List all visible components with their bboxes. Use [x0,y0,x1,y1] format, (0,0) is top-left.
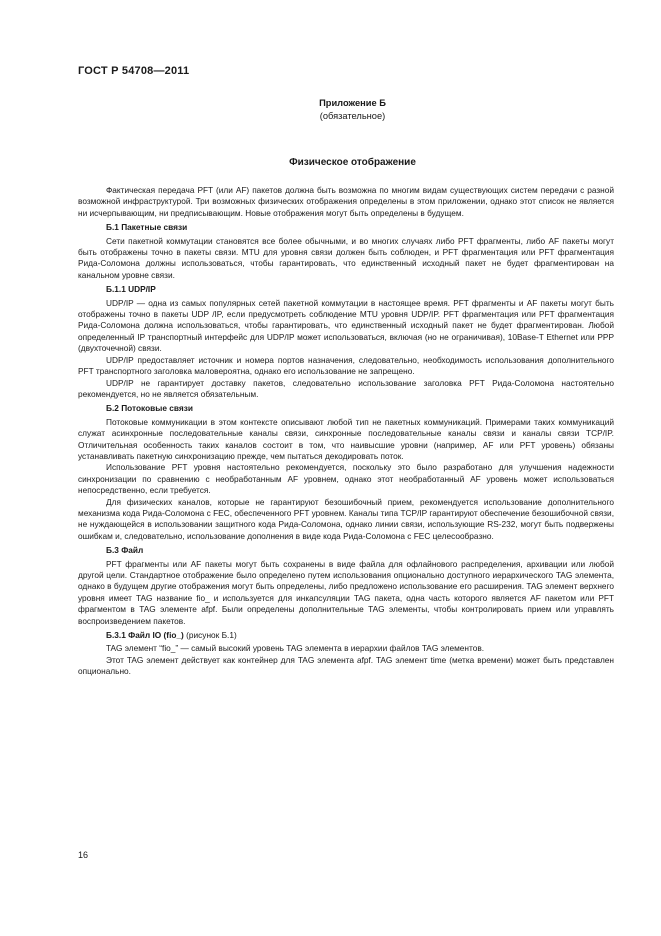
section-heading-b31 [78,630,614,641]
paragraph: Потоковые коммуникации в этом контексте описывают любой тип не пакетных коммуникаций. Примерами таких коммуникаций служат асинхронные последовательные каналы связи, синхронные последовательные каналы связи и каналы связи TCP/IP. Отличительная особенность таких каналов состоит в том, что наивысшие уровни (например, AF или PFT уровень) обязаны устанавливать пакетную синхронизацию прежде, чем пытаться декодировать поток. [78,416,614,461]
section-heading-b2: Б.2 Потоковые связи [106,403,193,414]
paragraph: PFT фрагменты или AF пакеты могут быть сохранены в виде файла для офлайнового распределения, архивации или любой другой цели. Стандартное отображение было определено путем использования опционально доступного иерархического TAG элемента, однако в будущем другие отображения могут быть определены, либо предложено использование его расширения. TAG элемент верхнего уровня имеет TAG название fio_ и используется для инкапсуляции TAG пакета, одна часть которого является AF пакетом или PFT фрагментом в TAG элементе afpf. Были определены дополнительные TAG элементы, чтобы контролировать прием или управлять воспроизведением пакетов. [78,558,614,626]
paragraph: Этот TAG элемент действует как контейнер для TAG элемента afpf. TAG элемент time (метка времени) может быть представлен опционально. [78,654,614,677]
section-heading-b11: Б.1.1 UDP/IP [106,284,156,295]
document-header: ГОСТ Р 54708—2011 [78,65,190,77]
paragraph: UDP/IP — одна из самых популярных сетей пакетной коммутации в настоящее время. PFT фрагменты и AF пакеты могут быть отображены точно в пакеты UDP /IP, если предусмотреть соблюдение MTU уровня UDP/IP. PFT фрагментация или PFT фрагментация Рида-Соломона должна использоваться, чтобы гарантировать, что единственный исходный пакет не будет фрагментирован. Любой определенный IP транспортный интерфейс для UDP/IP может использоваться, включая (но не ограничивая), 10Base-T Ethernet или PPP (двухточечной) связи. [78,297,614,354]
section-heading-b1: Б.1 Пакетные связи [106,222,188,233]
paragraph: TAG элемент “fio_” — самый высокий уровень TAG элемента в иерархии файлов TAG элементов. [106,643,485,654]
annex-status: (обязательное) [319,111,386,121]
paragraph: UDP/IP не гарантирует доставку пакетов, следовательно использование заголовка PFT Рида-Соломона настоятельно рекомендуется, но не является обязательным. [78,377,614,399]
section-heading-b3: Б.3 Файл [106,545,144,556]
paragraph: Использование PFT уровня настоятельно рекомендуется, поскольку это было разработано для улучшения надежности синхронизации по сравнению с необработанным AF уровнем, однако этот необработанный AF уровень может использоваться непосредственно, если требуется. [78,462,614,496]
paragraph: Для физических каналов, которые не гарантируют безошибочный прием, рекомендуется использование дополнительного механизма кода Рида-Соломона с FEC, обеспеченного PFT уровнем. Каналы типа TCP/IP гарантируют обеспечение безошибочной связи, не нуждающейся в использовании защитного кода Рида-Соломона, однако линии связи, использующие RS-232, могут быть подвержены ошибкам и, следовательно, использование дополнения в виде кода Рида-Соломона с FEC целесообразно. [78,496,614,541]
figure-reference: (рисунок Б.1) [183,630,237,641]
paragraph: Фактическая передача PFT (или AF) пакетов должна быть возможна по многим видам существующих систем передачи с разной возможной инфраструктурой. Три возможных физических отображения определены в этом приложении, однако этот список не является ни исчерпывающим, ни предписывающим. Новые отображения могут быть определены в будущем. [78,185,614,218]
annex-label: Приложение Б [319,98,386,108]
paragraph: Сети пакетной коммутации становятся все более обычными, и во многих случаях либо PFT фрагменты, либо AF пакеты могут быть отображены точно в пакеты связи. MTU для уровня связи должен быть соблюден, и PFT фрагментация или PFT фрагментация Рида-Соломона должны использоваться, чтобы гарантировать, что единственный исходный пакет не будет фрагментирован на канальном уровне связи. [78,235,614,280]
heading-text: Б.3.1 Файл IO (fio_) [106,630,184,641]
page-number: 16 [78,850,89,860]
section-title: Физическое отображение [289,157,416,168]
document-body [78,185,614,678]
paragraph: UDP/IP предоставляет источник и номера портов назначения, следовательно, необходимость использования дополнительного PFT транспортного заголовка маловероятна, однако его использование не запрещено. [78,354,614,377]
